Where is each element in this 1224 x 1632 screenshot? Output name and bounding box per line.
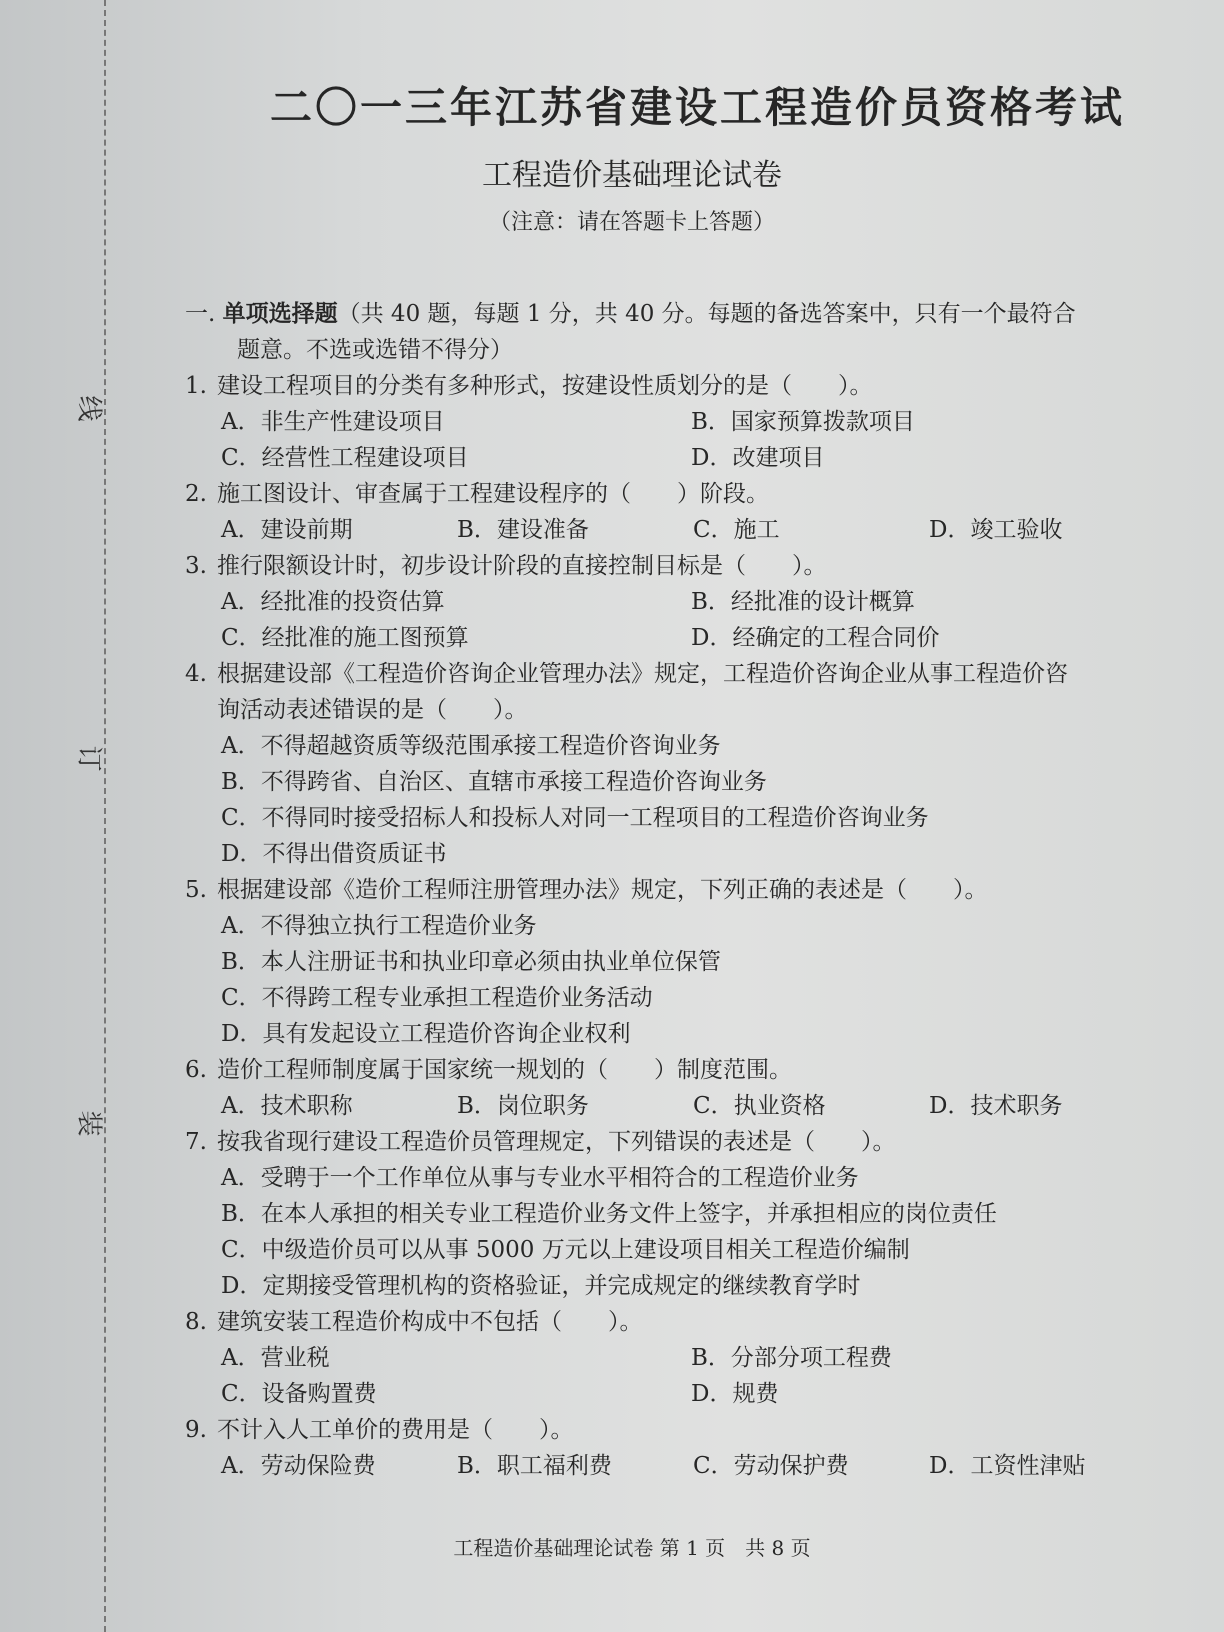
question-stem: 根据建设部《造价工程师注册管理办法》规定，下列正确的表述是（ ）。 <box>217 877 988 903</box>
question-stem: 按我省现行建设工程造价员管理规定，下列错误的表述是（ ）。 <box>217 1129 896 1155</box>
answer-option: B．职工福利费 <box>457 1453 612 1479</box>
question-stem: 根据建设部《工程造价咨询企业管理办法》规定，工程造价咨询企业从事工程造价咨 <box>217 661 1068 687</box>
answer-option: A．建设前期 <box>221 517 353 543</box>
question-number: 9. <box>185 1417 207 1443</box>
question-stem: 推行限额设计时，初步设计阶段的直接控制目标是（ ）。 <box>217 553 827 579</box>
option-list <box>185 404 1165 476</box>
exam-subtitle: 工程造价基础理论试卷 <box>482 158 782 193</box>
answer-option: C．执业资格 <box>693 1093 826 1119</box>
question-number: 8. <box>185 1309 207 1335</box>
binding-mark-ding: 订 <box>73 745 104 772</box>
answer-option: D．工资性津贴 <box>929 1453 1086 1479</box>
answer-option: C．设备购置费 <box>221 1381 377 1407</box>
question-number: 4. <box>185 661 207 687</box>
option-list <box>185 1448 1165 1484</box>
answer-option: A．不得独立执行工程造价业务 <box>221 913 537 939</box>
answer-option: A．非生产性建设项目 <box>221 409 445 435</box>
question-number: 6. <box>185 1057 207 1083</box>
question-list <box>185 368 1165 1484</box>
answer-option: A．劳动保险费 <box>221 1453 376 1479</box>
section-desc-line2: 题意。不选或选错不得分） <box>237 337 513 363</box>
answer-option: D．不得出借资质证书 <box>221 841 447 867</box>
option-list <box>185 728 1165 872</box>
answer-option: D．技术职务 <box>929 1093 1063 1119</box>
answer-option: D．规费 <box>691 1381 779 1407</box>
question-number: 5. <box>185 877 207 903</box>
question-stem: 造价工程师制度属于国家统一规划的（ ）制度范围。 <box>217 1057 792 1083</box>
section-header <box>185 296 1165 368</box>
answer-option: D．具有发起设立工程造价咨询企业权利 <box>221 1021 631 1047</box>
exam-note: （注意：请在答题卡上答题） <box>488 210 775 235</box>
answer-option: B．岗位职务 <box>457 1093 589 1119</box>
answer-option: C．经批准的施工图预算 <box>221 625 469 651</box>
question-number: 1. <box>185 373 207 399</box>
answer-option: B．国家预算拨款项目 <box>691 409 915 435</box>
question-stem: 询活动表述错误的是（ ）。 <box>217 697 528 723</box>
binding-mark-zhuang: 装 <box>73 1110 104 1137</box>
question-item <box>185 656 1165 872</box>
question-number: 2. <box>185 481 207 507</box>
binding-mark-xian: 线 <box>73 395 104 422</box>
exam-title: 二〇一三年江苏省建设工程造价员资格考试 <box>270 83 1126 132</box>
answer-option: D．定期接受管理机构的资格验证，并完成规定的继续教育学时 <box>221 1273 861 1299</box>
section-desc-line1: （共 40 题，每题 1 分，共 40 分。每题的备选答案中，只有一个最符合 <box>337 301 1076 327</box>
answer-option: B．不得跨省、自治区、直辖市承接工程造价咨询业务 <box>221 769 767 795</box>
option-list <box>185 1160 1165 1304</box>
question-area <box>185 296 1165 1484</box>
binding-dashed-line <box>104 0 106 1632</box>
question-item <box>185 1304 1165 1412</box>
answer-option: C．施工 <box>693 517 780 543</box>
answer-option: A．经批准的投资估算 <box>221 589 445 615</box>
question-number: 7. <box>185 1129 207 1155</box>
option-list <box>185 908 1165 1052</box>
question-item <box>185 872 1165 1052</box>
answer-option: C．不得跨工程专业承担工程造价业务活动 <box>221 985 653 1011</box>
question-stem: 施工图设计、审查属于工程建设程序的（ ）阶段。 <box>217 481 769 507</box>
question-item <box>185 1052 1165 1124</box>
answer-option: B．在本人承担的相关专业工程造价业务文件上签字，并承担相应的岗位责任 <box>221 1201 997 1227</box>
question-number: 3. <box>185 553 207 579</box>
option-list <box>185 584 1165 656</box>
question-item <box>185 476 1165 548</box>
option-list <box>185 512 1165 548</box>
answer-option: C．不得同时接受招标人和投标人对同一工程项目的工程造价咨询业务 <box>221 805 929 831</box>
answer-option: D．经确定的工程合同价 <box>691 625 940 651</box>
answer-option: B．本人注册证书和执业印章必须由执业单位保管 <box>221 949 721 975</box>
answer-option: D．改建项目 <box>691 445 825 471</box>
question-item <box>185 1412 1165 1484</box>
answer-option: B．经批准的设计概算 <box>691 589 915 615</box>
section-name: 单项选择题 <box>222 301 338 327</box>
option-list <box>185 1340 1165 1412</box>
question-item <box>185 368 1165 476</box>
answer-option: C．中级造价员可以从事 5000 万元以上建设项目相关工程造价编制 <box>221 1237 910 1263</box>
section-number: 一. <box>185 301 216 327</box>
page-footer: 工程造价基础理论试卷 第 1 页 共 8 页 <box>453 1536 811 1560</box>
question-stem: 建设工程项目的分类有多种形式，按建设性质划分的是（ ）。 <box>217 373 873 399</box>
answer-option: C．经营性工程建设项目 <box>221 445 469 471</box>
question-item <box>185 1124 1165 1304</box>
answer-option: A．技术职称 <box>221 1093 353 1119</box>
question-item <box>185 548 1165 656</box>
answer-option: C．劳动保护费 <box>693 1453 849 1479</box>
question-stem: 建筑安装工程造价构成中不包括（ ）。 <box>217 1309 643 1335</box>
answer-option: B．建设准备 <box>457 517 589 543</box>
answer-option: A．营业税 <box>221 1345 330 1371</box>
answer-option: D．竣工验收 <box>929 517 1063 543</box>
answer-option: B．分部分项工程费 <box>691 1345 892 1371</box>
question-stem: 不计入人工单价的费用是（ ）。 <box>217 1417 574 1443</box>
answer-option: A．不得超越资质等级范围承接工程造价咨询业务 <box>221 733 721 759</box>
option-list <box>185 1088 1165 1124</box>
answer-option: A．受聘于一个工作单位从事与专业水平相符合的工程造价业务 <box>221 1165 859 1191</box>
